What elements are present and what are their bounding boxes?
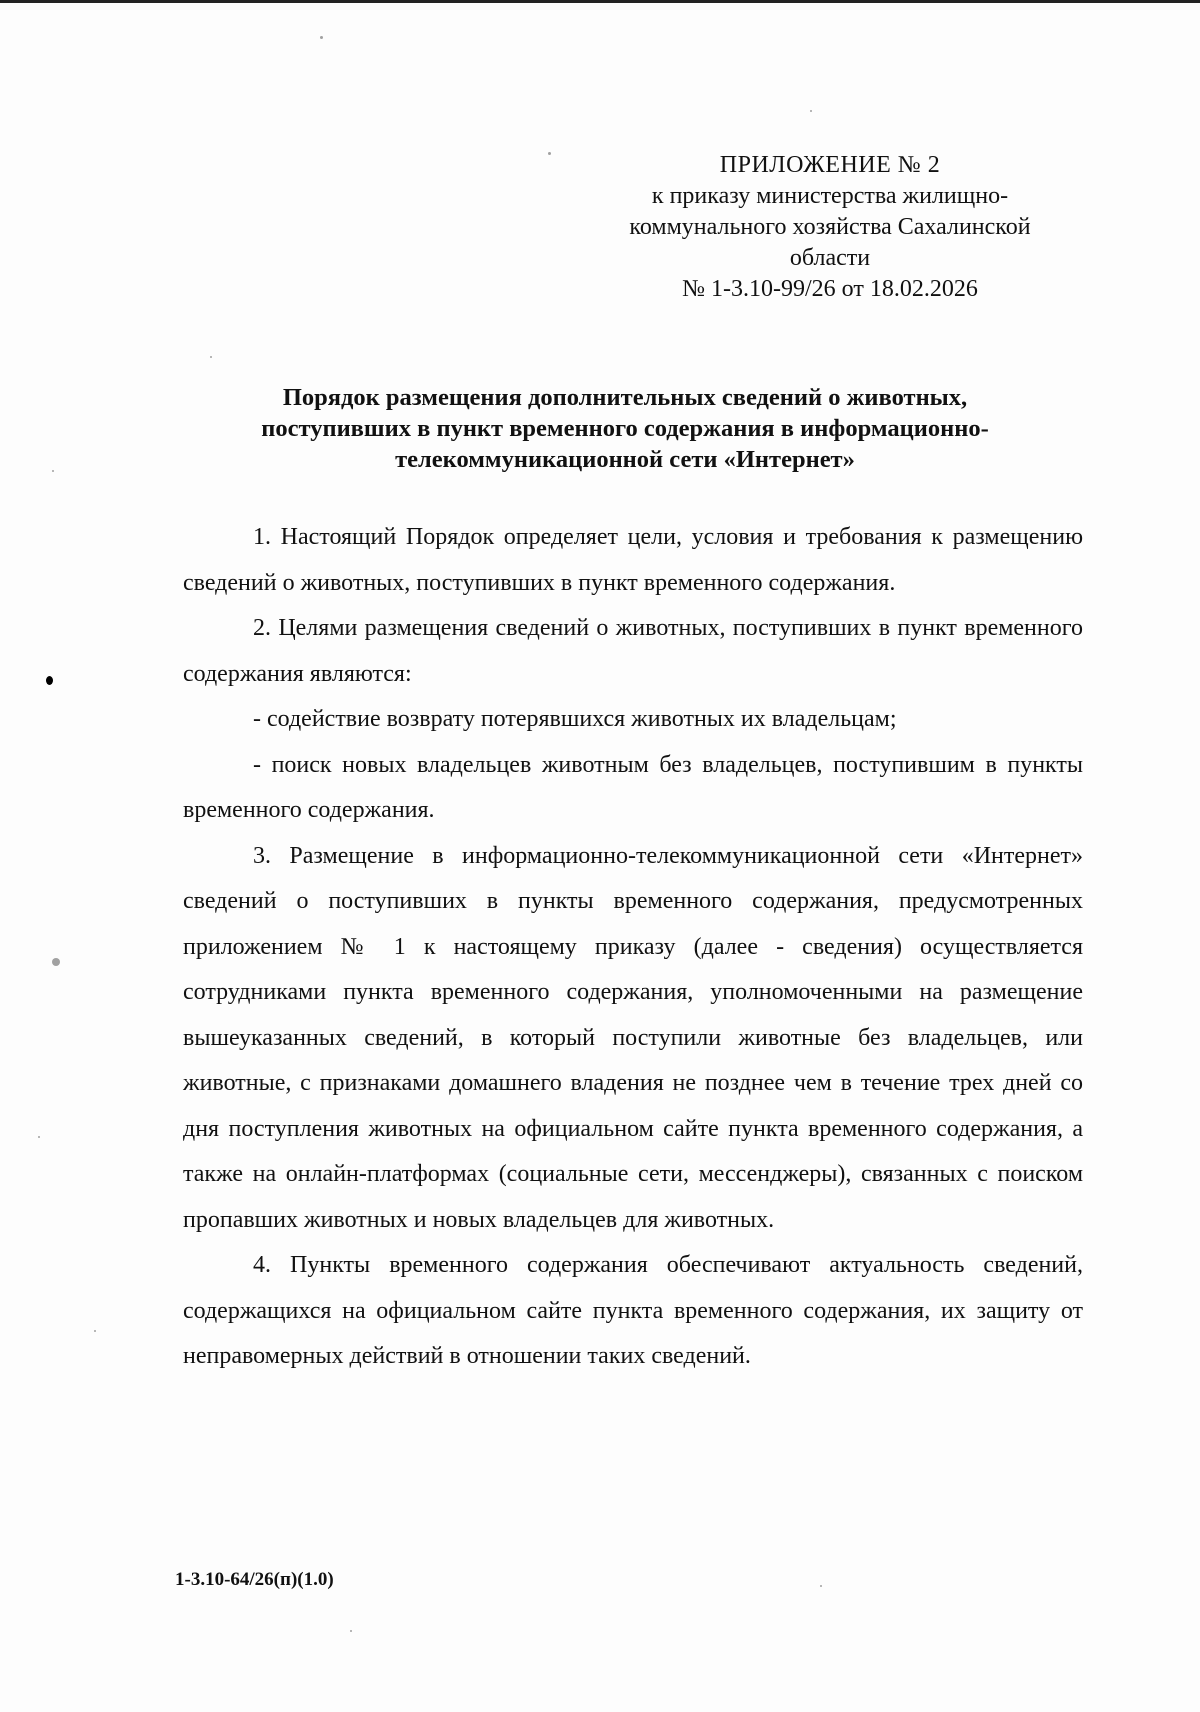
scan-speck [810,110,812,112]
paragraph-4: 4. Пункты временного содержания обеспечивают актуальность сведений, содержащихся на официальном сайте пункта временного содержания, их защиту от неправомерных действий в отношении таких сведений. [183,1252,1083,1369]
document-registration-code: 1-3.10-64/26(п)(1.0) [175,1569,334,1590]
paragraph-2-item-2: - поиск новых владельцев животным без владельцев, поступившим в пункты временного содержания. [183,751,1083,823]
paragraph-3: 3. Размещение в информационно-телекоммуникационной сети «Интернет» сведений о поступивших в пункты временного содержания, предусмотренных приложением № 1 к настоящему приказу (далее - сведения) осуществляется сотрудниками пункта временного содержания, уполномоченными на размещение вышеуказанных сведений, в который поступили животные без владельцев, или животные, с признаками домашнего владения не позднее чем в течение трех дней со дня поступления животных на официальном сайте пункта временного содержания, а также на онлайн-платформах (социальные сети, мессенджеры), связанных с поиском пропавших животных и новых владельцев для животных. [183,842,1083,1233]
title-line: Порядок размещения дополнительных сведений о животных, [282,384,968,411]
scan-speck [820,1585,822,1587]
scan-top-edge [0,0,1200,3]
paragraph-2-item-1: - содействие возврату потерявшихся животных их владельцам; [253,706,897,732]
scan-speck [52,958,60,966]
appendix-line: к приказу министерства жилищно- [651,183,1009,209]
appendix-line: коммунального хозяйства Сахалинской [629,214,1031,240]
scan-speck [210,356,212,358]
appendix-line: области [789,245,871,271]
appendix-title: ПРИЛОЖЕНИЕ № 2 [719,152,941,178]
scan-speck [94,1330,96,1332]
title-line: поступивших в пункт временного содержания в информационно- [261,415,989,442]
scan-speck [52,470,54,472]
paragraph-2: 2. Целями размещения сведений о животных, поступивших в пункт временного содержания являются: [183,615,1083,687]
document-body [183,515,1083,1380]
scan-speck [350,1630,352,1632]
scan-speck [548,152,551,155]
title-line: телекоммуникационной сети «Интернет» [395,446,855,473]
paragraph-1: 1. Настоящий Порядок определяет цели, условия и требования к размещению сведений о животных, поступивших в пункт временного содержания. [183,524,1083,596]
scan-speck [320,36,323,39]
scan-mark [46,676,53,685]
appendix-order-number: № 1-3.10-99/26 от 18.02.2026 [682,276,978,302]
appendix-header [560,150,1100,305]
document-title [150,382,1100,475]
scan-speck [38,1136,40,1138]
